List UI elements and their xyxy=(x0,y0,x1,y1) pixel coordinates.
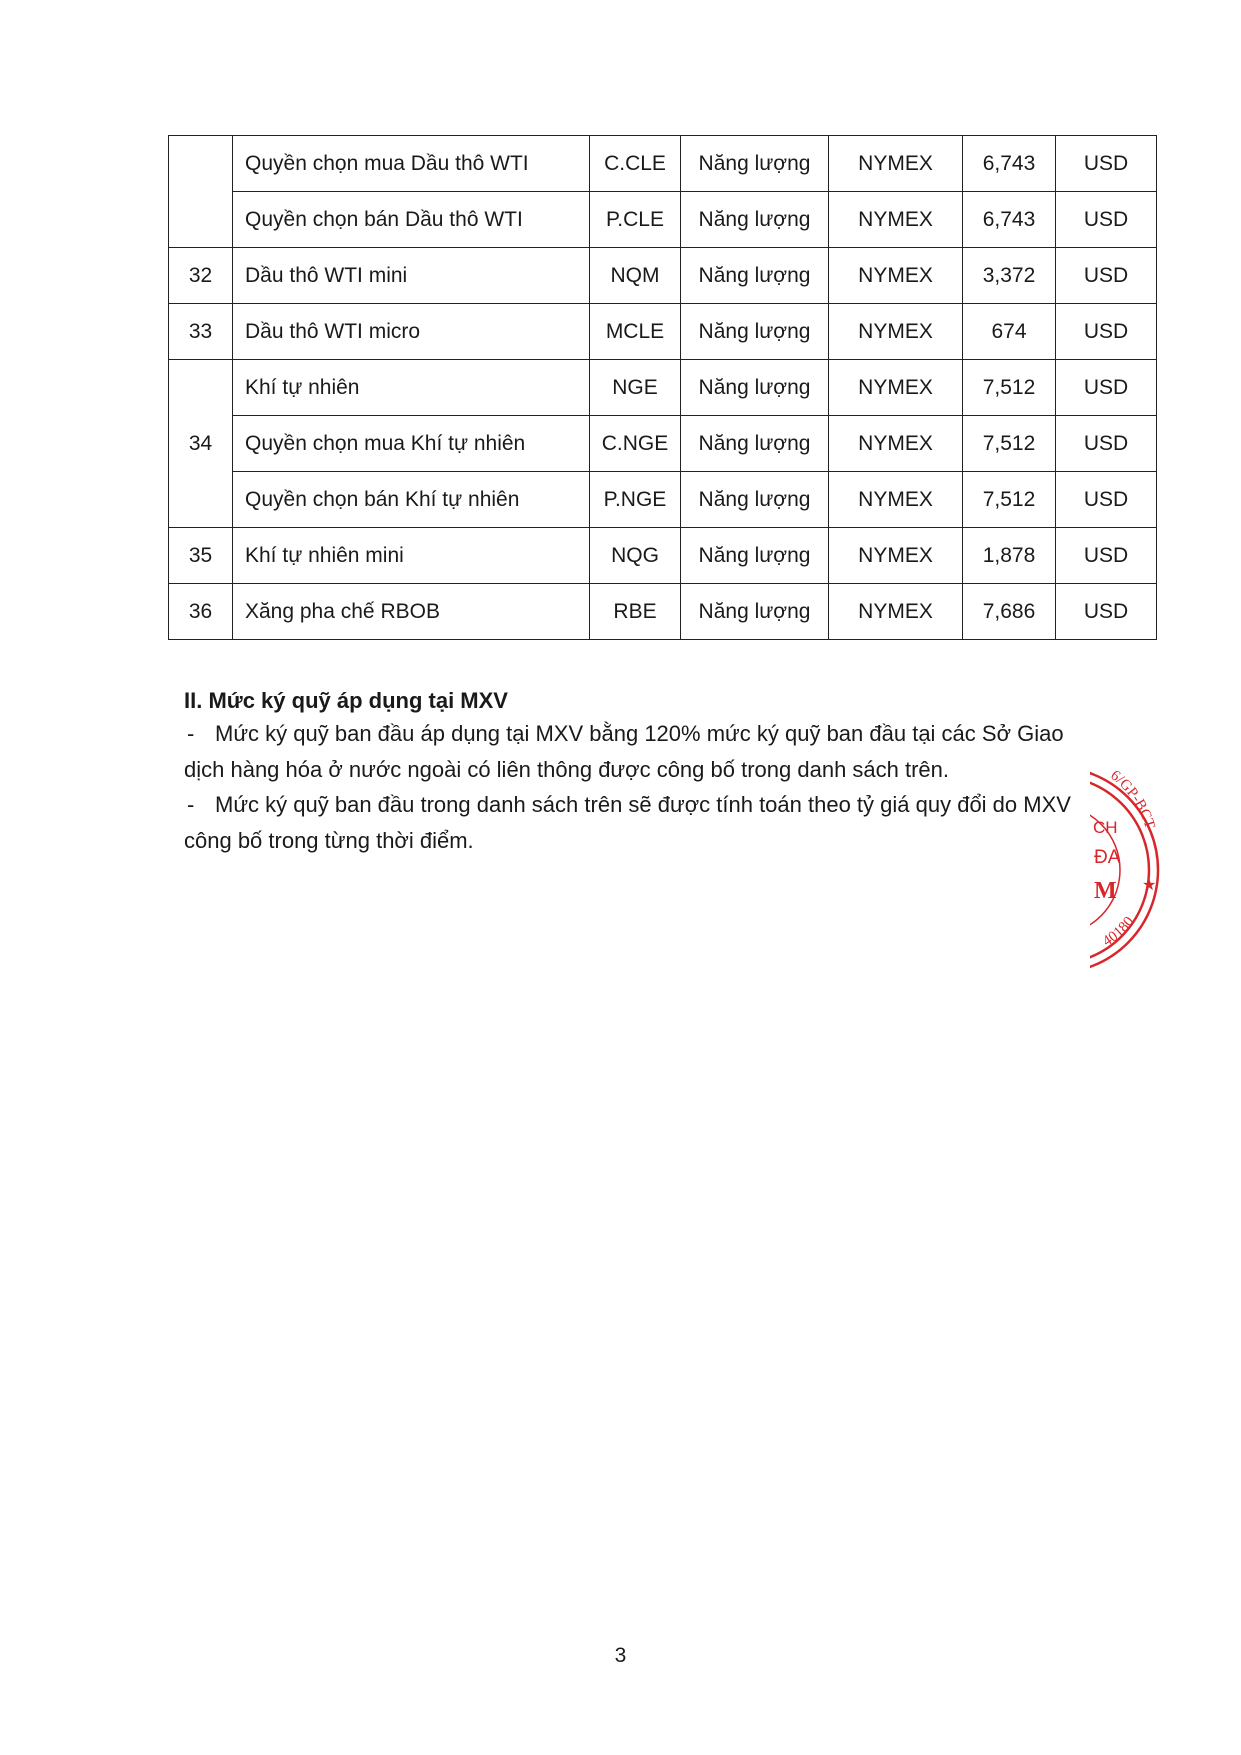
svg-text:CH: CH xyxy=(1093,818,1118,837)
product-code-cell: NQG xyxy=(590,528,681,584)
currency-cell: USD xyxy=(1056,304,1157,360)
product-name-cell: Quyền chọn bán Dầu thô WTI xyxy=(233,192,590,248)
product-code-cell: C.NGE xyxy=(590,416,681,472)
row-number-cell: 34 xyxy=(169,360,233,528)
margin-cell: 6,743 xyxy=(963,136,1056,192)
bullet-dash: - xyxy=(187,792,195,817)
product-name-cell: Khí tự nhiên xyxy=(233,360,590,416)
product-group-cell: Năng lượng xyxy=(681,528,829,584)
exchange-cell: NYMEX xyxy=(829,528,963,584)
product-code-cell: NQM xyxy=(590,248,681,304)
exchange-cell: NYMEX xyxy=(829,360,963,416)
currency-cell: USD xyxy=(1056,248,1157,304)
exchange-cell: NYMEX xyxy=(829,584,963,640)
row-number-cell: 35 xyxy=(169,528,233,584)
product-code-cell: C.CLE xyxy=(590,136,681,192)
product-name-cell: Quyền chọn mua Khí tự nhiên xyxy=(233,416,590,472)
currency-cell: USD xyxy=(1056,528,1157,584)
section-heading: II. Mức ký quỹ áp dụng tại MXV xyxy=(184,688,508,713)
margin-policy-section xyxy=(184,686,1104,858)
currency-cell: USD xyxy=(1056,472,1157,528)
margin-cell: 7,512 xyxy=(963,472,1056,528)
product-group-cell: Năng lượng xyxy=(681,416,829,472)
margin-cell: 1,878 xyxy=(963,528,1056,584)
product-code-cell: RBE xyxy=(590,584,681,640)
table-row xyxy=(169,584,1157,640)
product-code-cell: MCLE xyxy=(590,304,681,360)
product-name-cell: Khí tự nhiên mini xyxy=(233,528,590,584)
svg-text:40180: 40180 xyxy=(1100,913,1138,950)
product-code-cell: P.CLE xyxy=(590,192,681,248)
exchange-cell: NYMEX xyxy=(829,248,963,304)
product-name-cell: Xăng pha chế RBOB xyxy=(233,584,590,640)
product-code-cell: P.NGE xyxy=(590,472,681,528)
product-name-cell: Dầu thô WTI mini xyxy=(233,248,590,304)
row-number-cell: 36 xyxy=(169,584,233,640)
row-number-cell xyxy=(169,136,233,248)
table-row xyxy=(169,136,1157,192)
svg-text:★: ★ xyxy=(1142,877,1157,894)
bullet-text: Mức ký quỹ ban đầu áp dụng tại MXV bằng 120% mức ký quỹ ban đầu tại các Sở Giao xyxy=(215,721,1064,746)
seal-graphic xyxy=(1090,760,1200,980)
margin-cell: 7,686 xyxy=(963,584,1056,640)
product-group-cell: Năng lượng xyxy=(681,472,829,528)
margin-cell: 3,372 xyxy=(963,248,1056,304)
svg-text:M: M xyxy=(1094,878,1117,904)
row-number-cell: 32 xyxy=(169,248,233,304)
currency-cell: USD xyxy=(1056,416,1157,472)
table-row xyxy=(169,248,1157,304)
exchange-cell: NYMEX xyxy=(829,136,963,192)
table-row xyxy=(169,416,1157,472)
margin-table xyxy=(168,135,1157,640)
margin-cell: 7,512 xyxy=(963,360,1056,416)
currency-cell: USD xyxy=(1056,360,1157,416)
exchange-cell: NYMEX xyxy=(829,472,963,528)
bullet-continuation: công bố trong từng thời điểm. xyxy=(184,827,474,853)
exchange-cell: NYMEX xyxy=(829,416,963,472)
svg-text:6/GP-BCT: 6/GP-BCT xyxy=(1107,767,1158,831)
bullet-paragraph xyxy=(184,716,1104,752)
currency-cell: USD xyxy=(1056,192,1157,248)
margin-cell: 7,512 xyxy=(963,416,1056,472)
product-group-cell: Năng lượng xyxy=(681,584,829,640)
bullet-dash: - xyxy=(187,721,195,746)
currency-cell: USD xyxy=(1056,136,1157,192)
product-name-cell: Quyền chọn bán Khí tự nhiên xyxy=(233,472,590,528)
bullet-continuation: dịch hàng hóa ở nước ngoài có liên thông được công bố trong danh sách trên. xyxy=(184,756,950,782)
margin-cell: 674 xyxy=(963,304,1056,360)
exchange-cell: NYMEX xyxy=(829,304,963,360)
currency-cell: USD xyxy=(1056,584,1157,640)
product-group-cell: Năng lượng xyxy=(681,136,829,192)
table-row xyxy=(169,528,1157,584)
bullet-paragraph xyxy=(184,787,1104,823)
svg-text:ĐA: ĐA xyxy=(1094,847,1121,868)
product-name-cell: Quyền chọn mua Dầu thô WTI xyxy=(233,136,590,192)
product-group-cell: Năng lượng xyxy=(681,360,829,416)
bullet-text: Mức ký quỹ ban đầu trong danh sách trên sẽ được tính toán theo tỷ giá quy đổi do MXV xyxy=(215,792,1071,817)
product-name-cell: Dầu thô WTI micro xyxy=(233,304,590,360)
company-seal-stamp xyxy=(1090,760,1200,980)
product-code-cell: NGE xyxy=(590,360,681,416)
margin-cell: 6,743 xyxy=(963,192,1056,248)
table-row xyxy=(169,472,1157,528)
product-group-cell: Năng lượng xyxy=(681,248,829,304)
table-row xyxy=(169,192,1157,248)
product-group-cell: Năng lượng xyxy=(681,304,829,360)
table-row xyxy=(169,360,1157,416)
product-group-cell: Năng lượng xyxy=(681,192,829,248)
table-row xyxy=(169,304,1157,360)
page-number: 3 xyxy=(614,1644,627,1667)
row-number-cell: 33 xyxy=(169,304,233,360)
exchange-cell: NYMEX xyxy=(829,192,963,248)
